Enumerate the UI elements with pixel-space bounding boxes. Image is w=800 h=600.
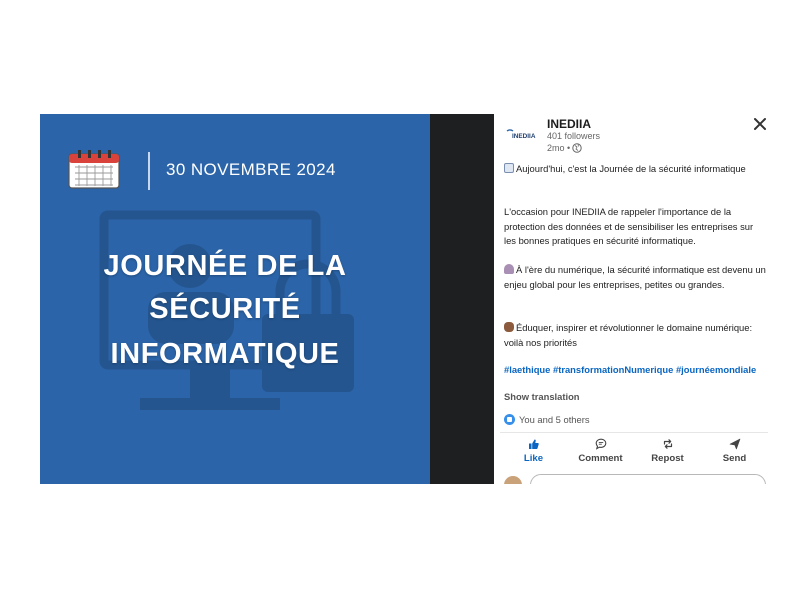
- event-date: 30 NOVEMBRE 2024: [166, 160, 336, 179]
- hashtag-list: [504, 364, 773, 375]
- post-time: 2mo •: [547, 143, 571, 153]
- calendar-icon: [67, 148, 123, 190]
- header-divider: [148, 152, 150, 190]
- follower-count: 401 followers: [547, 131, 601, 141]
- post-paragraph: [504, 321, 766, 350]
- post-paragraph: [504, 263, 766, 292]
- show-translation-link[interactable]: Show translation: [504, 391, 580, 402]
- svg-text:INEDIIA: INEDIIA: [512, 133, 536, 140]
- post-meta: [547, 143, 582, 153]
- hashtag-link[interactable]: #journéemondiale: [675, 364, 757, 375]
- globe-icon: [572, 143, 582, 153]
- post-paragraph: [504, 162, 766, 177]
- avatar: [504, 476, 522, 484]
- comment-button[interactable]: [567, 433, 634, 468]
- hashtag-link[interactable]: #transformationNumerique: [552, 364, 674, 375]
- company-name[interactable]: INEDIIA: [547, 117, 592, 131]
- pointing-hand-emoji-icon: [504, 322, 514, 332]
- headline-line: INFORMATIQUE: [110, 338, 340, 370]
- post-details-panel: [494, 114, 773, 484]
- comment-input[interactable]: [530, 474, 766, 484]
- like-reaction-icon: [504, 414, 515, 425]
- reactions-text: You and 5 others: [519, 414, 590, 425]
- post-image[interactable]: [40, 114, 430, 484]
- thumbs-up-icon: [528, 438, 540, 450]
- close-icon[interactable]: [752, 116, 768, 132]
- send-label: Send: [722, 452, 747, 464]
- company-logo[interactable]: [505, 128, 543, 142]
- repost-icon: [662, 438, 674, 450]
- repost-button[interactable]: [634, 433, 701, 468]
- post-paragraph-text: L'occasion pour INEDIIA de rappeler l'importance de la protection des données et de sensibiliser les entreprises sur les bonnes pratiques en sécurité informatique.: [504, 206, 754, 247]
- comment-icon: [595, 438, 607, 450]
- headline-line: JOURNÉE DE LA: [103, 250, 347, 282]
- comment-label: Comment: [578, 452, 623, 464]
- post-paragraph-text: À l'ère du numérique, la sécurité informatique est devenu un enjeu global pour les entreprises, petites ou grandes.: [504, 264, 766, 290]
- send-button[interactable]: [701, 433, 768, 468]
- post-action-bar: [500, 432, 768, 468]
- image-letterbox: [430, 114, 494, 484]
- post-viewer-modal: [40, 114, 773, 484]
- like-button[interactable]: [500, 433, 567, 468]
- headline-line: SÉCURITÉ: [149, 293, 301, 325]
- post-paragraph-text: Éduquer, inspirer et révolutionner le domaine numérique: voilà nos priorités: [504, 322, 753, 348]
- post-paragraph-text: Aujourd'hui, c'est la Journée de la sécurité informatique: [516, 163, 746, 174]
- reactions-summary[interactable]: [504, 414, 590, 425]
- like-label: Like: [523, 452, 544, 464]
- technologist-emoji-icon: [504, 264, 514, 274]
- post-paragraph: [504, 205, 766, 249]
- repost-label: Repost: [651, 452, 684, 464]
- send-icon: [729, 438, 741, 450]
- hashtag-link[interactable]: #laethique: [504, 364, 551, 375]
- calendar-emoji-icon: [504, 163, 514, 173]
